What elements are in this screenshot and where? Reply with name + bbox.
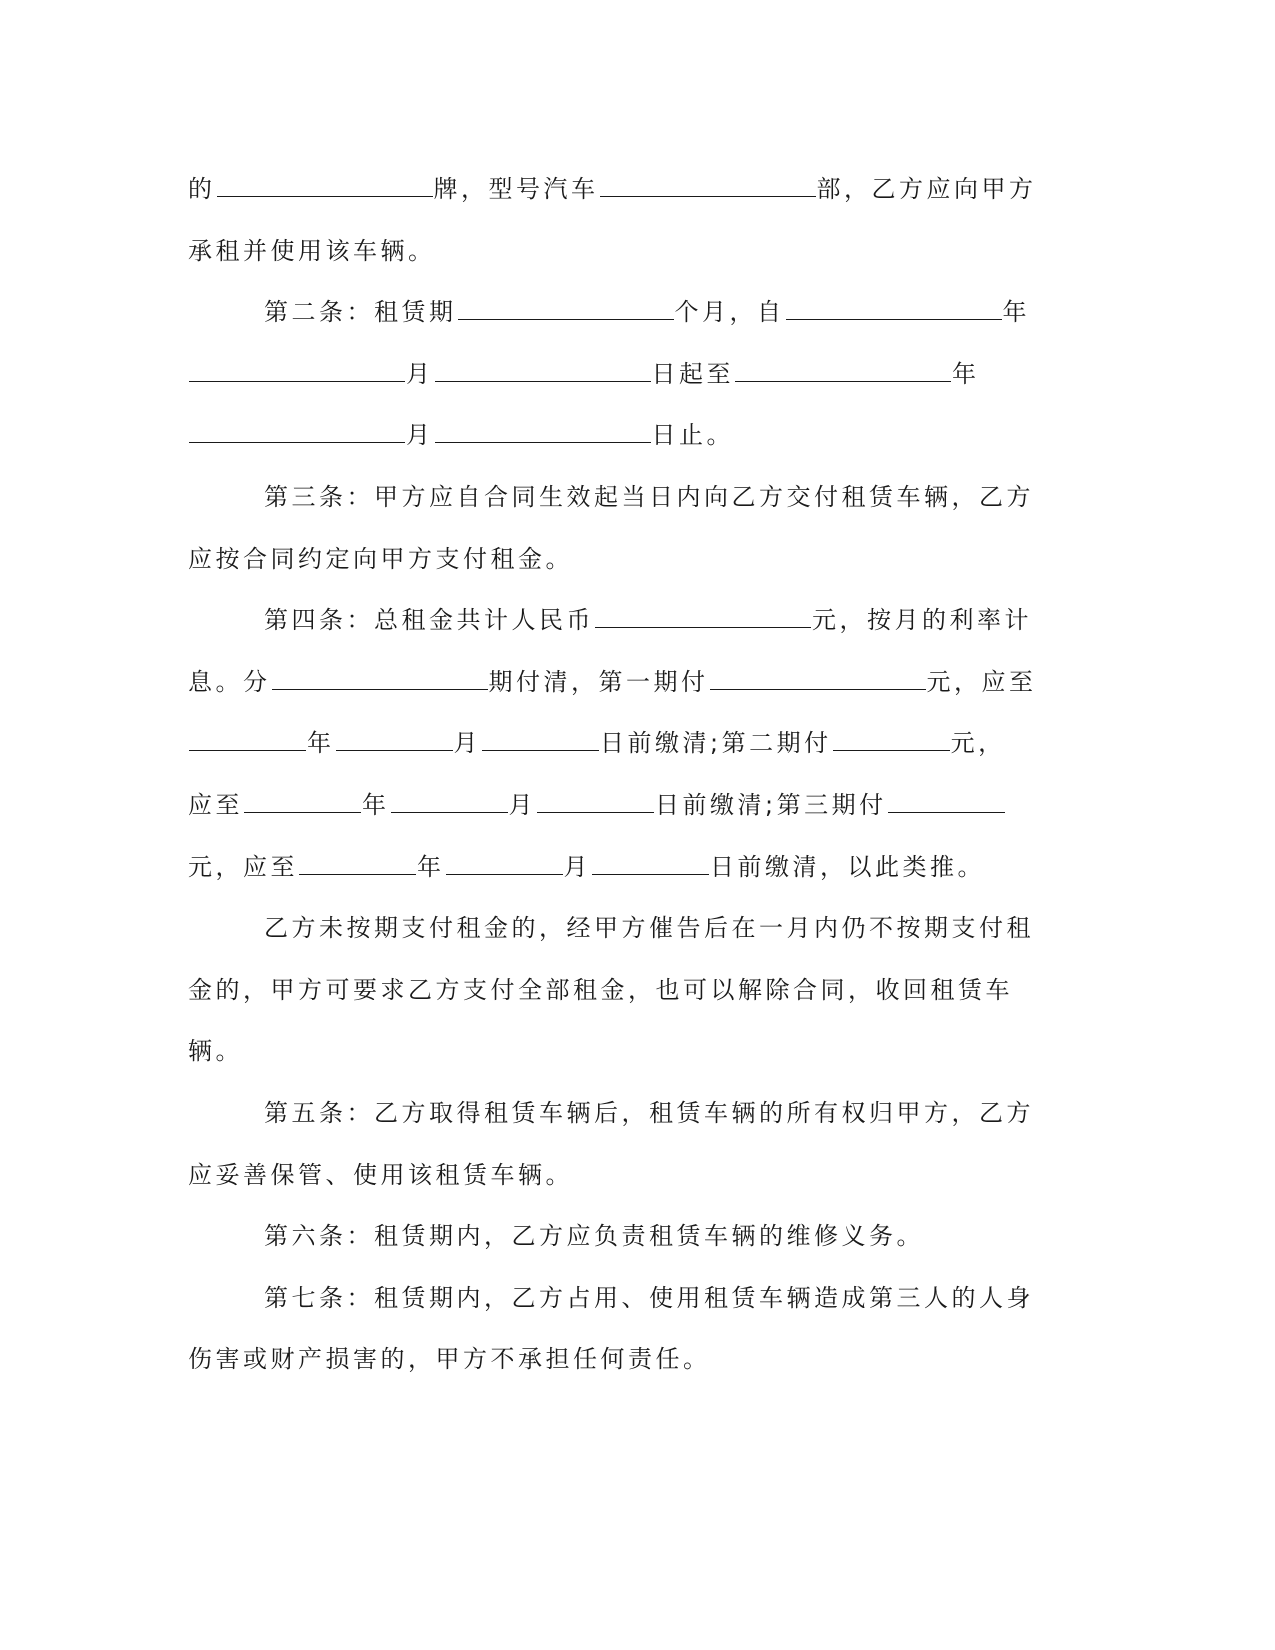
text-segment: 月	[406, 359, 434, 388]
text-segment: 月	[406, 421, 434, 450]
text-segment: 月	[453, 729, 481, 758]
article-1-line-2	[188, 221, 1088, 283]
text-segment: 第四条：总租金共计人民币	[264, 606, 594, 635]
blank-field	[299, 852, 416, 875]
text-segment: 金的，甲方可要求乙方支付全部租金，也可以解除合同，收回租赁车	[188, 975, 1013, 1004]
blank-field	[888, 790, 1005, 813]
blank-field	[435, 359, 651, 382]
text-segment: 元，应至	[926, 667, 1037, 696]
article-5-line-2	[188, 1145, 1088, 1207]
contract-body	[188, 159, 1088, 1391]
text-segment: 个月，自	[674, 298, 785, 327]
blank-field	[482, 728, 599, 751]
text-segment: 的	[188, 175, 216, 203]
blank-field	[458, 297, 674, 320]
text-segment: 辆。	[188, 1037, 243, 1066]
text-segment: 期付清，第一期付	[488, 667, 709, 696]
overdue-line-3	[188, 1021, 1088, 1083]
text-segment: 月	[563, 852, 591, 881]
text-segment: 元，应至	[188, 852, 298, 881]
blank-field	[735, 359, 951, 382]
blank-field	[244, 790, 361, 813]
blank-field	[710, 667, 926, 690]
overdue-line-2	[188, 960, 1088, 1022]
text-segment: 年	[952, 359, 980, 388]
blank-field	[272, 667, 488, 690]
text-segment: 年	[362, 790, 390, 819]
text-segment: 伤害或财产损害的，甲方不承担任何责任。	[188, 1345, 711, 1374]
blank-field	[600, 174, 816, 197]
overdue-line-1	[188, 898, 1088, 960]
blank-field	[435, 420, 651, 443]
article-4-line-3	[188, 713, 1088, 775]
article-1-line-1	[188, 159, 1088, 221]
article-4-line-1	[188, 590, 1088, 652]
article-2-line-2	[188, 344, 1088, 406]
blank-field	[189, 420, 405, 443]
text-segment: 元，按月的利率计	[812, 606, 1032, 635]
blank-field	[446, 852, 563, 875]
text-segment: 应至	[188, 790, 243, 819]
blank-field	[786, 297, 1002, 320]
text-segment: 息。分	[188, 667, 271, 696]
article-7-line-1	[188, 1268, 1088, 1330]
text-segment: 年	[417, 852, 445, 881]
text-segment: 年	[307, 729, 335, 758]
article-5-line-1	[188, 1083, 1088, 1145]
article-6-line-1	[188, 1206, 1088, 1268]
text-segment: 年	[1002, 298, 1030, 327]
article-2-line-3	[188, 405, 1088, 467]
text-segment: 元，	[950, 729, 1006, 758]
blank-field	[189, 359, 405, 382]
article-4-line-2	[188, 652, 1088, 714]
text-segment: 承租并使用该车辆。	[188, 236, 436, 265]
blank-field	[595, 605, 811, 628]
text-segment: 日起至	[651, 359, 734, 388]
text-segment: 牌，型号汽车	[433, 175, 599, 203]
text-segment: 日前缴清，以此类推。	[710, 852, 985, 881]
text-segment: 第三条：甲方应自合同生效起当日内向乙方交付租赁车辆，乙方	[264, 482, 1034, 511]
text-segment: 应妥善保管、使用该租赁车辆。	[188, 1160, 573, 1189]
blank-field	[217, 174, 433, 197]
article-4-line-4	[188, 775, 1088, 837]
text-segment: 部，乙方应向甲方	[816, 175, 1037, 203]
article-2-line-1	[188, 282, 1088, 344]
text-segment: 乙方未按期支付租金的，经甲方催告后在一月内仍不按期支付租	[264, 914, 1034, 943]
blank-field	[391, 790, 508, 813]
article-4-line-5	[188, 837, 1088, 899]
text-segment: 第五条：乙方取得租赁车辆后，租赁车辆的所有权归甲方，乙方	[264, 1098, 1034, 1127]
text-segment: 第六条：租赁期内，乙方应负责租赁车辆的维修义务。	[264, 1222, 924, 1251]
text-segment: 日前缴清;第三期付	[655, 790, 887, 819]
text-segment: 应按合同约定向甲方支付租金。	[188, 544, 573, 573]
article-3-line-1	[188, 467, 1088, 529]
blank-field	[336, 728, 453, 751]
blank-field	[833, 728, 950, 751]
text-segment: 日前缴清;第二期付	[600, 729, 832, 758]
text-segment: 日止。	[651, 421, 734, 450]
text-segment: 第七条：租赁期内，乙方占用、使用租赁车辆造成第三人的人身	[264, 1283, 1034, 1312]
blank-field	[189, 728, 306, 751]
article-7-line-2	[188, 1329, 1088, 1391]
text-segment: 月	[508, 790, 536, 819]
text-segment: 第二条：租赁期	[264, 298, 457, 327]
blank-field	[592, 852, 709, 875]
article-3-line-2	[188, 529, 1088, 591]
blank-field	[537, 790, 654, 813]
